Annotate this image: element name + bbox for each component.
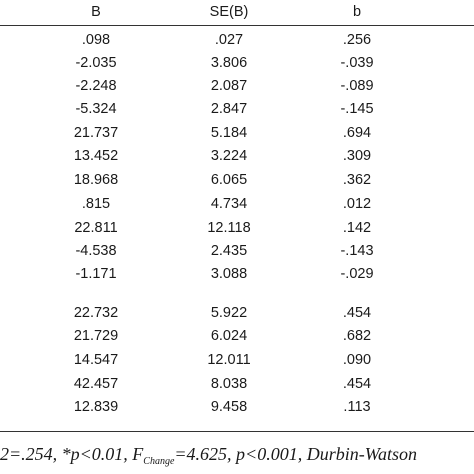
cell-se-b: 3.806 <box>210 55 248 71</box>
cell-b: 18.968 <box>73 172 119 188</box>
footnote-stats-part1: 2=.254, *p<0.01, F <box>0 444 144 464</box>
cell-beta: .012 <box>342 196 372 212</box>
column-header-se-b: SE(B) <box>209 4 249 20</box>
cell-se-b: 12.011 <box>207 352 251 368</box>
table-bottom-rule <box>0 431 474 432</box>
cell-b: 42.457 <box>73 376 119 392</box>
cell-b: .098 <box>81 32 111 48</box>
cell-b: -4.538 <box>75 243 117 259</box>
cell-beta: .682 <box>342 328 372 344</box>
cell-se-b: 3.088 <box>210 266 248 282</box>
cell-beta: -.145 <box>340 101 374 117</box>
cell-beta: .309 <box>342 148 372 164</box>
cell-beta: .090 <box>342 352 372 368</box>
cell-se-b: 4.734 <box>210 196 248 212</box>
cell-se-b: 2.847 <box>210 101 248 117</box>
cell-se-b: 6.024 <box>210 328 248 344</box>
cell-se-b: 8.038 <box>210 376 248 392</box>
cell-b: 14.547 <box>73 352 119 368</box>
cell-b: 22.732 <box>73 305 119 321</box>
cell-b: -1.171 <box>75 266 117 282</box>
cell-beta: .113 <box>343 399 371 415</box>
cell-beta: -.143 <box>340 243 374 259</box>
cell-se-b: .027 <box>214 32 244 48</box>
cell-se-b: 2.435 <box>210 243 248 259</box>
cell-se-b: 6.065 <box>210 172 248 188</box>
cell-se-b: 2.087 <box>210 78 248 94</box>
cell-se-b: 12.118 <box>207 220 251 236</box>
cell-beta: -.039 <box>340 55 374 71</box>
cell-b: .815 <box>81 196 111 212</box>
cell-beta: -.029 <box>340 266 374 282</box>
cell-beta: .142 <box>342 220 372 236</box>
footnote-subscript: Change <box>143 456 175 467</box>
cell-b: 21.729 <box>73 328 119 344</box>
column-header-beta: b <box>352 4 362 20</box>
cell-se-b: 9.458 <box>210 399 248 415</box>
cell-se-b: 5.922 <box>210 305 248 321</box>
cell-beta: .454 <box>342 305 372 321</box>
cell-se-b: 5.184 <box>210 125 248 141</box>
cell-b: 22.811 <box>74 220 118 236</box>
cell-beta: -.089 <box>340 78 374 94</box>
table-footnote <box>0 443 474 473</box>
cell-b: -2.248 <box>75 78 117 94</box>
cell-beta: .694 <box>342 125 372 141</box>
cell-b: 12.839 <box>73 399 119 415</box>
cell-beta: .256 <box>342 32 372 48</box>
cell-b: 21.737 <box>73 125 119 141</box>
footnote-stats-part2: =4.625, p<0.001, Durbin-Watson <box>174 444 418 464</box>
table-header <box>0 0 474 26</box>
cell-b: 13.452 <box>73 148 119 164</box>
column-header-b: B <box>91 4 101 20</box>
cell-b: -5.324 <box>75 101 117 117</box>
cell-beta: .454 <box>342 376 372 392</box>
cell-b: -2.035 <box>75 55 117 71</box>
cell-beta: .362 <box>342 172 372 188</box>
cell-se-b: 3.224 <box>210 148 248 164</box>
